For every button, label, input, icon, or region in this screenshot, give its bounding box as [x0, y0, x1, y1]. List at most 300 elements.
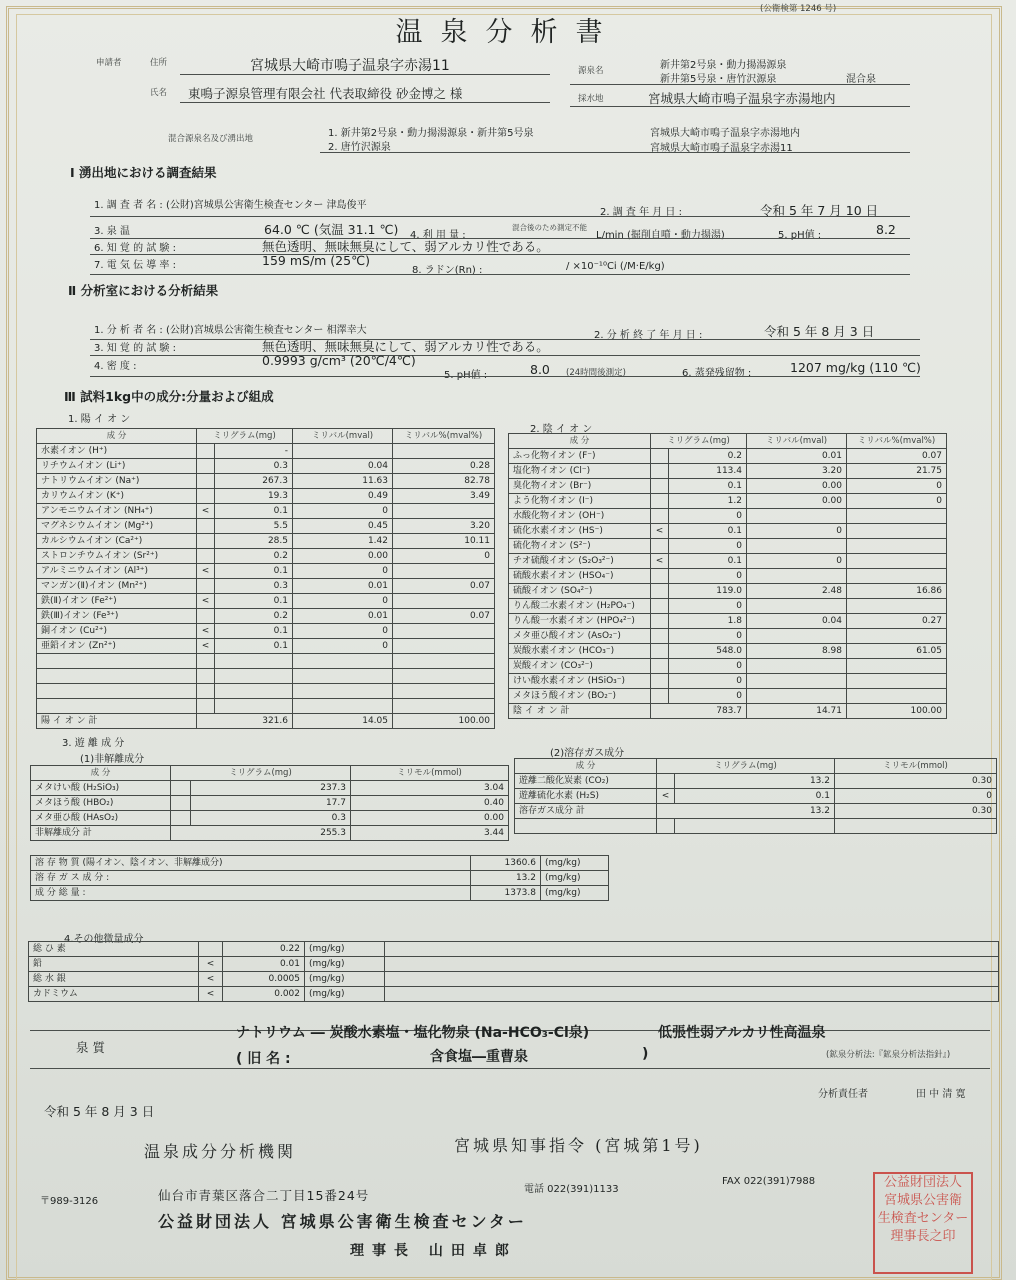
- table-total-row: [515, 804, 997, 819]
- table-cell: チオ硫酸イオン (S₂O₃²⁻): [509, 554, 651, 569]
- table-row: [37, 564, 495, 579]
- table-cell: (mg/kg): [305, 942, 385, 957]
- spring-temp: 64.0 ℃ (気温 31.1 ℃): [264, 222, 399, 237]
- table-cell: 82.78: [393, 474, 495, 489]
- table-cell: 0.00: [747, 479, 847, 494]
- table-cell: 溶存ガス成分 計: [515, 804, 657, 819]
- table-cell: 硫酸水素イオン (HSO₄⁻): [509, 569, 651, 584]
- table-cell: [651, 644, 669, 659]
- table-cell: [651, 449, 669, 464]
- table-cell: 炭酸水素イオン (HCO₃⁻): [509, 644, 651, 659]
- table-cell: 0.01: [293, 609, 393, 624]
- table-cell: 16.86: [847, 584, 947, 599]
- flow-unit: L/min (掘削自噴・動力揚湯): [596, 230, 725, 241]
- table-cell: メタけい酸 (H₂SiO₃): [31, 781, 171, 796]
- table-cell: 0: [293, 504, 393, 519]
- table-cell: [747, 659, 847, 674]
- table-cell: 3.20: [393, 519, 495, 534]
- table-cell: [847, 524, 947, 539]
- table-row: [37, 504, 495, 519]
- table-cell: 0.00: [351, 811, 509, 826]
- table-cell: 0.01: [223, 957, 305, 972]
- section-3-heading: Ⅲ 試料1kg中の成分:分量および組成: [64, 389, 274, 404]
- flow-note: 混合後のため測定不能: [512, 223, 587, 232]
- table-cell: [393, 699, 495, 714]
- table-cell: [293, 699, 393, 714]
- table-cell: [171, 811, 191, 826]
- table-cell: [37, 669, 197, 684]
- table-cell: 0.07: [393, 609, 495, 624]
- agency-chair: 理事長 山田卓郎: [350, 1243, 517, 1259]
- survey-person: 1. 調 査 者 名 : (公財)宮城県公害衛生検査センター 津島俊平: [94, 200, 367, 211]
- table-cell: 0.30: [835, 774, 997, 789]
- table-cell: [171, 796, 191, 811]
- table-cell: メタ亜ひ酸イオン (AsO₂⁻): [509, 629, 651, 644]
- table-cell: 水素イオン (H⁺): [37, 444, 197, 459]
- table-row: [509, 629, 947, 644]
- agency-name: 公益財団法人 宮城県公害衛生検査センター: [158, 1212, 527, 1231]
- table-cell: 1373.8: [471, 886, 541, 901]
- table-cell: 0.1: [215, 504, 293, 519]
- table-cell: [197, 549, 215, 564]
- table-row: [31, 856, 609, 871]
- header-mg: ミリグラム(mg): [171, 766, 351, 781]
- table-cell: [293, 654, 393, 669]
- table-cell: ふっ化物イオン (F⁻): [509, 449, 651, 464]
- table-header: [509, 434, 947, 449]
- table-header: [31, 766, 509, 781]
- header-component: 成 分: [31, 766, 171, 781]
- ph-field: 8.2: [876, 222, 896, 237]
- table-cell: (mg/kg): [305, 957, 385, 972]
- table-cell: <: [199, 972, 223, 987]
- table-cell: 1.8: [669, 614, 747, 629]
- residue-label: 6. 蒸発残留物 :: [682, 368, 752, 379]
- table-row: [509, 524, 947, 539]
- table-cell: [651, 689, 669, 704]
- table-cell: [847, 689, 947, 704]
- table-cell: 0.1: [669, 479, 747, 494]
- table-cell: ストロンチウムイオン (Sr²⁺): [37, 549, 197, 564]
- table-cell: [385, 987, 999, 1002]
- table-cell: [651, 479, 669, 494]
- survey-date: 令和 5 年 7 月 10 日: [760, 203, 879, 218]
- analyst: 1. 分 析 者 名 : (公財)宮城県公害衛生検査センター 相澤幸大: [94, 325, 367, 336]
- spring-temp-label: 3. 泉 温: [94, 226, 130, 237]
- table-cell: 0: [293, 564, 393, 579]
- table-cell: 13.2: [675, 774, 835, 789]
- quality-label: 泉 質: [76, 1040, 105, 1055]
- table-cell: 総 水 銀: [29, 972, 199, 987]
- table-cell: 0.22: [223, 942, 305, 957]
- table-cell: 3.44: [351, 826, 509, 841]
- table-cell: 11.63: [293, 474, 393, 489]
- seal-line: 生検査センター: [877, 1211, 969, 1226]
- free-caption: 3. 遊 離 成 分: [62, 738, 125, 749]
- table-row: [509, 569, 947, 584]
- conductivity-label: 7. 電 気 伝 導 率 :: [94, 260, 176, 271]
- source-name-1: 新井第2号泉・動力揚湯源泉: [660, 60, 787, 71]
- table-cell: 321.6: [197, 714, 293, 729]
- table-row: [37, 639, 495, 654]
- table-row: [509, 449, 947, 464]
- divider: [180, 74, 550, 75]
- table-row: [509, 509, 947, 524]
- mixed-source-2: 2. 唐竹沢源泉: [328, 142, 391, 153]
- sensory-test-label: 6. 知 覚 的 試 験 :: [94, 243, 176, 254]
- table-cell: [385, 972, 999, 987]
- table-cell: 0: [747, 524, 847, 539]
- table-cell: 硫酸イオン (SO₄²⁻): [509, 584, 651, 599]
- source-name-2: 新井第5号泉・唐竹沢源泉: [660, 74, 777, 85]
- table-cell: [651, 539, 669, 554]
- table-cell: 0: [293, 639, 393, 654]
- table-cell: [747, 539, 847, 554]
- table-cell: 61.05: [847, 644, 947, 659]
- table-cell: [651, 659, 669, 674]
- table-cell: -: [215, 444, 293, 459]
- table-cell: 14.05: [293, 714, 393, 729]
- table-cell: 14.71: [747, 704, 847, 719]
- table-cell: 0: [747, 554, 847, 569]
- radon-label: 8. ラドン(Rn) :: [412, 265, 483, 276]
- table-cell: <: [197, 639, 215, 654]
- cation-table: [36, 428, 495, 729]
- gas-caption: (2)溶存ガス成分: [550, 748, 625, 759]
- table-cell: [393, 504, 495, 519]
- table-cell: [197, 444, 215, 459]
- conductivity: 159 mS/m (25℃): [262, 253, 371, 268]
- density-label: 4. 密 度 :: [94, 361, 137, 372]
- table-cell: 0.1: [215, 564, 293, 579]
- table-total-row: [37, 714, 495, 729]
- table-cell: 0: [393, 549, 495, 564]
- table-cell: 0.00: [293, 549, 393, 564]
- table-cell: 0.01: [747, 449, 847, 464]
- table-cell: <: [197, 624, 215, 639]
- table-cell: 100.00: [847, 704, 947, 719]
- table-cell: 0.00: [747, 494, 847, 509]
- table-cell: 267.3: [215, 474, 293, 489]
- table-cell: メタほう酸 (HBO₂): [31, 796, 171, 811]
- table-cell: [651, 509, 669, 524]
- table-cell: 総 ひ 素: [29, 942, 199, 957]
- table-row: [37, 609, 495, 624]
- table-cell: 13.2: [657, 804, 835, 819]
- table-cell: 溶 存 物 質 (陽イオン、陰イオン、非解離成分): [31, 856, 471, 871]
- header-mmol: ミリモル(mmol): [351, 766, 509, 781]
- table-cell: [747, 629, 847, 644]
- section-2-heading: Ⅱ 分析室における分析結果: [68, 283, 219, 298]
- table-cell: 0: [669, 689, 747, 704]
- table-row: [37, 654, 495, 669]
- spring-class: 低張性弱アルカリ性高温泉: [658, 1025, 826, 1041]
- table-cell: 水酸化物イオン (OH⁻): [509, 509, 651, 524]
- table-cell: 0.3: [191, 811, 351, 826]
- density: 0.9993 g/cm³ (20℃/4℃): [262, 353, 416, 368]
- table-cell: 0.2: [215, 549, 293, 564]
- table-cell: [847, 599, 947, 614]
- table-cell: [657, 774, 675, 789]
- table-cell: 0.3: [215, 459, 293, 474]
- table-cell: [651, 599, 669, 614]
- header-component: 成 分: [509, 434, 651, 449]
- source-mixed: 混合泉: [846, 74, 876, 85]
- table-cell: 783.7: [651, 704, 747, 719]
- seal-line: 公益財団法人: [883, 1175, 962, 1190]
- header-mmol: ミリモル(mmol): [835, 759, 997, 774]
- table-row: [31, 781, 509, 796]
- cation-caption: 1. 陽 イ オ ン: [68, 414, 131, 425]
- undissociated-table: [30, 765, 509, 841]
- old-name-close: ): [642, 1046, 649, 1062]
- table-cell: [651, 614, 669, 629]
- mixed-site-1: 宮城県大崎市鳴子温泉字赤湯地内: [650, 128, 800, 139]
- table-cell: メタ亜ひ酸 (HAsO₂): [31, 811, 171, 826]
- table-cell: [393, 639, 495, 654]
- table-cell: [847, 554, 947, 569]
- table-cell: カドミウム: [29, 987, 199, 1002]
- applicant-name: 東鳴子源泉管理有限会社 代表取締役 砂金博之 様: [188, 86, 463, 101]
- issue-date: 令和 5 年 8 月 3 日: [44, 1104, 155, 1119]
- gas-table: [514, 758, 997, 834]
- divider: [90, 216, 910, 217]
- flow-label: 4. 利 用 量 :: [410, 230, 466, 241]
- table-cell: 0.07: [393, 579, 495, 594]
- table-cell: (mg/kg): [541, 871, 609, 886]
- table-row: [29, 972, 999, 987]
- divider: [90, 274, 910, 275]
- table-cell: リチウムイオン (Li⁺): [37, 459, 197, 474]
- table-cell: カリウムイオン (K⁺): [37, 489, 197, 504]
- table-cell: [385, 942, 999, 957]
- table-cell: 13.2: [471, 871, 541, 886]
- sampling-site: 宮城県大崎市鳴子温泉字赤湯地内: [648, 91, 836, 106]
- table-cell: 237.3: [191, 781, 351, 796]
- table-total-row: [509, 704, 947, 719]
- table-cell: 21.75: [847, 464, 947, 479]
- table-row: [37, 549, 495, 564]
- table-cell: 硫化物イオン (S²⁻): [509, 539, 651, 554]
- official-seal: [873, 1172, 973, 1274]
- table-cell: [651, 584, 669, 599]
- mixed-site-2: 宮城県大崎市鳴子温泉字赤湯11: [650, 143, 793, 154]
- lab-sensory-label: 3. 知 覚 的 試 験 :: [94, 343, 176, 354]
- table-row: [37, 594, 495, 609]
- table-cell: [393, 624, 495, 639]
- undissociated-caption: (1)非解離成分: [80, 754, 145, 765]
- table-cell: [37, 654, 197, 669]
- table-row: [37, 579, 495, 594]
- table-row: [37, 624, 495, 639]
- table-cell: 0.28: [393, 459, 495, 474]
- header-mval-pct: ミリバル%(mval%): [847, 434, 947, 449]
- table-cell: マグネシウムイオン (Mg²⁺): [37, 519, 197, 534]
- table-cell: りん酸一水素イオン (HPO₄²⁻): [509, 614, 651, 629]
- table-cell: 0.04: [293, 459, 393, 474]
- section-1-heading: Ⅰ 湧出地における調査結果: [70, 165, 217, 180]
- table-cell: 鉄(Ⅱ)イオン (Fe²⁺): [37, 594, 197, 609]
- table-row: [509, 539, 947, 554]
- table-row: [37, 489, 495, 504]
- table-cell: 0.1: [669, 524, 747, 539]
- table-cell: [215, 699, 293, 714]
- table-cell: 0: [669, 539, 747, 554]
- table-cell: <: [651, 554, 669, 569]
- table-cell: [171, 781, 191, 796]
- table-cell: [197, 459, 215, 474]
- table-cell: [847, 674, 947, 689]
- table-cell: [197, 669, 215, 684]
- table-cell: 255.3: [171, 826, 351, 841]
- sensory-test: 無色透明、無味無臭にして、弱アルカリ性である。: [262, 239, 549, 254]
- table-row: [509, 644, 947, 659]
- spring-quality: ナトリウム ― 炭酸水素塩・塩化物泉 (Na-HCO₃-Cl泉): [236, 1025, 590, 1041]
- radon: / ×10⁻¹⁰Ci (/M·E/kg): [566, 261, 665, 272]
- postal-code: 〒989-3126: [40, 1196, 99, 1207]
- table-row: [37, 669, 495, 684]
- table-row: [37, 534, 495, 549]
- table-cell: [651, 674, 669, 689]
- table-cell: 0.2: [215, 609, 293, 624]
- table-cell: 0.40: [351, 796, 509, 811]
- divider: [30, 1068, 990, 1069]
- table-cell: 0: [669, 569, 747, 584]
- table-cell: <: [657, 789, 675, 804]
- table-row: [515, 774, 997, 789]
- ph-field-label: 5. pH値 :: [778, 230, 822, 241]
- header-mval: ミリバル(mval): [293, 429, 393, 444]
- table-row: [37, 684, 495, 699]
- divider: [90, 355, 920, 356]
- table-row: [515, 789, 997, 804]
- table-row: [31, 796, 509, 811]
- table-cell: 28.5: [215, 534, 293, 549]
- table-cell: 0: [669, 674, 747, 689]
- address-label: 住所: [150, 58, 168, 68]
- table-cell: 2.48: [747, 584, 847, 599]
- table-row: [37, 444, 495, 459]
- lab-sensory: 無色透明、無味無臭にして、弱アルカリ性である。: [262, 339, 549, 354]
- table-cell: 0.2: [669, 449, 747, 464]
- table-cell: (mg/kg): [541, 886, 609, 901]
- table-cell: <: [199, 987, 223, 1002]
- table-cell: 0: [669, 629, 747, 644]
- seal-line: 理事長之印: [890, 1229, 956, 1244]
- lab-ph: 8.0: [530, 362, 550, 377]
- table-cell: マンガン(Ⅱ)イオン (Mn²⁺): [37, 579, 197, 594]
- table-row: [509, 494, 947, 509]
- table-row: [29, 957, 999, 972]
- table-cell: 0.002: [223, 987, 305, 1002]
- table-cell: 0.49: [293, 489, 393, 504]
- table-cell: アンモニウムイオン (NH₄⁺): [37, 504, 197, 519]
- table-cell: <: [197, 594, 215, 609]
- table-row: [37, 459, 495, 474]
- table-cell: [847, 509, 947, 524]
- table-cell: 0.1: [215, 639, 293, 654]
- header-component: 成 分: [515, 759, 657, 774]
- analysis-date-label: 2. 分 析 終 了 年 月 日 :: [594, 330, 703, 341]
- table-row: [31, 811, 509, 826]
- permit-number: (公衛検第 1246 号): [760, 4, 837, 14]
- trace-table: [28, 941, 999, 1002]
- table-cell: [747, 689, 847, 704]
- table-cell: 0.07: [847, 449, 947, 464]
- divider: [570, 84, 910, 85]
- table-row: [37, 699, 495, 714]
- divider: [180, 102, 550, 103]
- table-cell: ナトリウムイオン (Na⁺): [37, 474, 197, 489]
- table-cell: カルシウムイオン (Ca²⁺): [37, 534, 197, 549]
- table-total-row: [31, 826, 509, 841]
- table-cell: 548.0: [669, 644, 747, 659]
- table-cell: 1.2: [669, 494, 747, 509]
- table-cell: 0.04: [747, 614, 847, 629]
- table-cell: [747, 599, 847, 614]
- seal-line: 宮城県公害衛: [883, 1193, 962, 1208]
- table-cell: [197, 699, 215, 714]
- table-cell: 1.42: [293, 534, 393, 549]
- table-cell: [197, 474, 215, 489]
- table-row: [509, 584, 947, 599]
- table-cell: <: [651, 524, 669, 539]
- table-cell: [37, 684, 197, 699]
- table-cell: 113.4: [669, 464, 747, 479]
- table-cell: [393, 564, 495, 579]
- table-cell: 遊離硫化水素 (H₂S): [515, 789, 657, 804]
- table-cell: [197, 489, 215, 504]
- anion-table: [508, 433, 947, 719]
- responsible-label: 分析責任者: [818, 1089, 868, 1100]
- trace-caption: 4.その他微量成分: [64, 934, 144, 945]
- table-cell: 8.98: [747, 644, 847, 659]
- table-cell: 119.0: [669, 584, 747, 599]
- table-cell: 0: [669, 599, 747, 614]
- table-cell: 臭化物イオン (Br⁻): [509, 479, 651, 494]
- table-cell: 成 分 総 量 :: [31, 886, 471, 901]
- lab-ph-label: 5. pH値 :: [444, 370, 488, 381]
- table-cell: <: [199, 957, 223, 972]
- table-cell: [215, 669, 293, 684]
- lab-ph-note: (24時間後測定): [566, 368, 626, 378]
- table-cell: 陽 イ オ ン 計: [37, 714, 197, 729]
- table-row: [509, 659, 947, 674]
- applicant-label: 申請者: [96, 58, 122, 68]
- table-cell: (mg/kg): [541, 856, 609, 871]
- table-row: [31, 871, 609, 886]
- table-cell: [215, 654, 293, 669]
- old-name-open: ( 旧 名 :: [236, 1051, 291, 1067]
- document-title: 温泉分析書: [395, 17, 621, 48]
- table-cell: 100.00: [393, 714, 495, 729]
- table-cell: 0: [669, 659, 747, 674]
- table-cell: (mg/kg): [305, 987, 385, 1002]
- table-row: [509, 554, 947, 569]
- table-cell: 炭酸イオン (CO₃²⁻): [509, 659, 651, 674]
- agency-label: 温泉成分分析機関: [144, 1142, 297, 1161]
- table-cell: [197, 534, 215, 549]
- applicant-address: 宮城県大崎市鳴子温泉字赤湯11: [250, 58, 450, 74]
- divider: [320, 152, 910, 153]
- table-cell: よう化物イオン (I⁻): [509, 494, 651, 509]
- table-row: [509, 674, 947, 689]
- table-cell: [847, 629, 947, 644]
- table-header: [515, 759, 997, 774]
- table-row: [37, 519, 495, 534]
- divider: [570, 106, 910, 107]
- table-cell: [393, 444, 495, 459]
